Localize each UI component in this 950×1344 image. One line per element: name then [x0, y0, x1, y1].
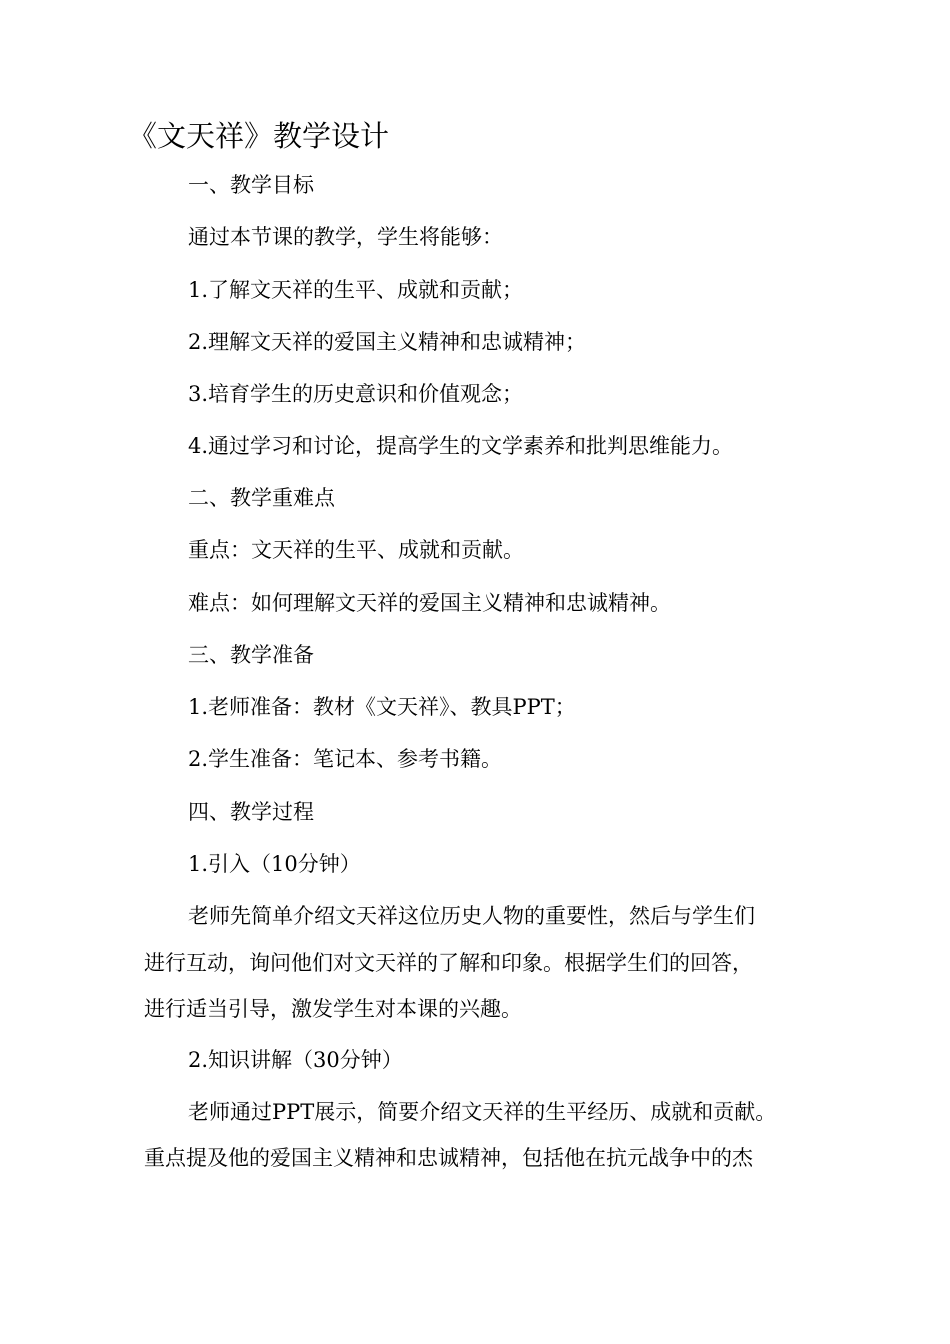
section-heading-process: 四、教学过程 [188, 800, 314, 824]
step-heading-knowledge: 2.知识讲解（30分钟） [188, 1048, 403, 1072]
objective-item: 4.通过学习和讨论，提高学生的文学素养和批判思维能力。 [188, 434, 734, 458]
section-heading-key-points: 二、教学重难点 [188, 486, 335, 510]
step-heading-intro: 1.引入（10分钟） [188, 852, 361, 876]
step2-paragraph-line: 老师通过PPT展示，简要介绍文天祥的生平经历、成就和贡献。 [188, 1100, 777, 1124]
step1-paragraph-line: 进行适当引导，激发学生对本课的兴趣。 [144, 997, 522, 1021]
objective-item: 1.了解文天祥的生平、成就和贡献； [188, 278, 524, 302]
step1-paragraph-line: 老师先简单介绍文天祥这位历史人物的重要性，然后与学生们 [188, 904, 755, 928]
objective-item: 2.理解文天祥的爱国主义精神和忠诚精神； [188, 330, 587, 354]
section-heading-preparation: 三、教学准备 [188, 643, 314, 667]
objective-item: 3.培育学生的历史意识和价值观念； [188, 382, 524, 406]
section-heading-objectives: 一、教学目标 [188, 173, 314, 197]
preparation-item: 1.老师准备：教材《文天祥》、教具PPT； [188, 695, 576, 719]
difficult-point-text: 难点：如何理解文天祥的爱国主义精神和忠诚精神。 [188, 591, 671, 615]
step2-paragraph-line: 重点提及他的爱国主义精神和忠诚精神，包括他在抗元战争中的杰 [144, 1146, 753, 1170]
document-title: 《文天祥》教学设计 [128, 119, 390, 153]
objectives-intro: 通过本节课的教学，学生将能够： [188, 225, 503, 249]
preparation-item: 2.学生准备：笔记本、参考书籍。 [188, 747, 503, 771]
key-point-text: 重点：文天祥的生平、成就和贡献。 [188, 538, 524, 562]
step1-paragraph-line: 进行互动，询问他们对文天祥的了解和印象。根据学生们的回答， [144, 951, 753, 975]
